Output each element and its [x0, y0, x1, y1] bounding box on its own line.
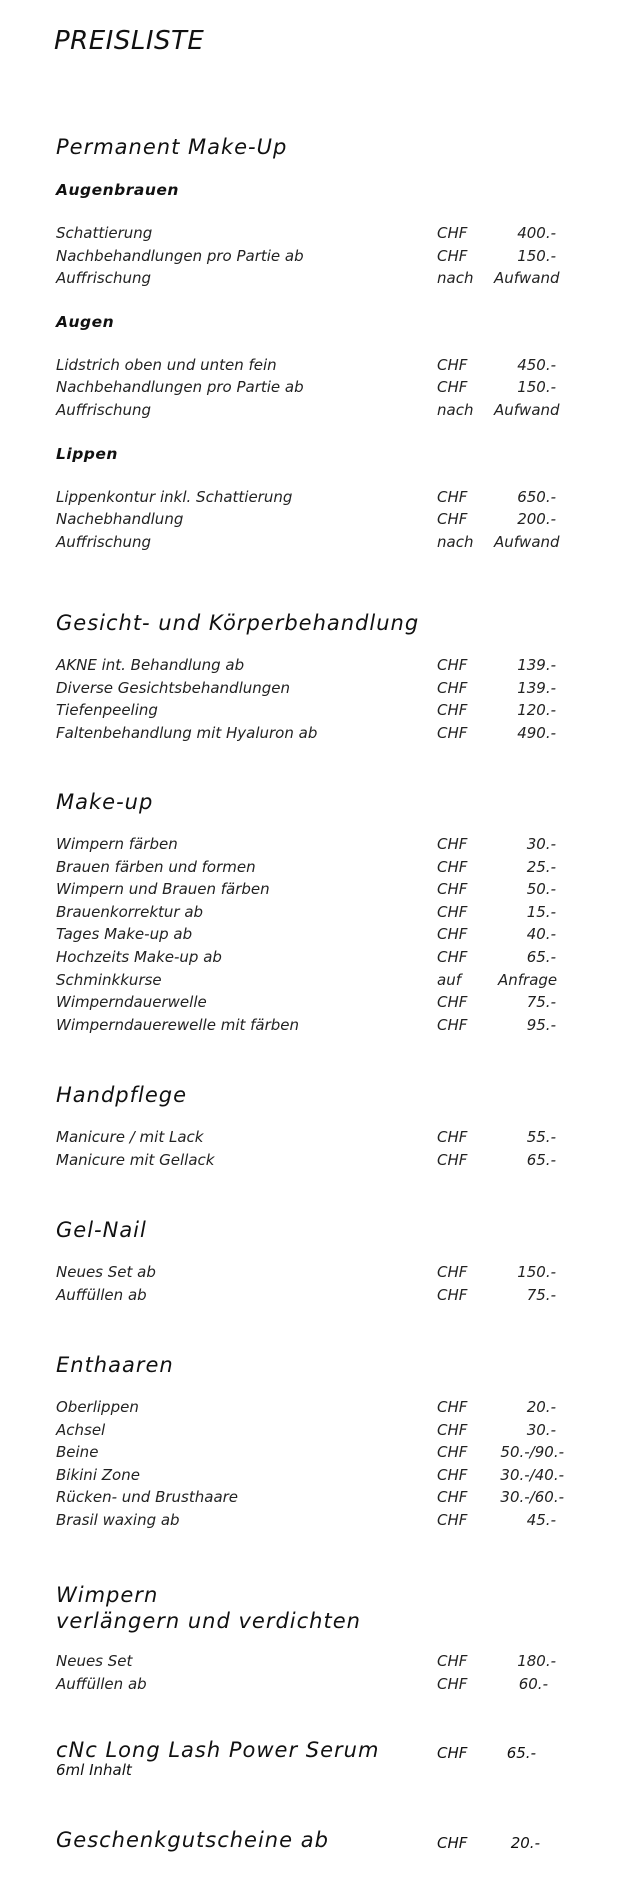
item-label: Auffrischung — [56, 400, 152, 419]
currency: CHF — [437, 487, 468, 506]
price: 65.- — [506, 1744, 536, 1762]
item-label: Rücken- und Brusthaare — [56, 1488, 239, 1507]
price: 75.- — [526, 993, 556, 1012]
price-row — [56, 1511, 576, 1534]
price: 25.- — [526, 857, 556, 876]
section-gutscheine — [56, 1828, 596, 1852]
item-label: Schattierung — [56, 224, 153, 242]
item-label: Nachbehandlungen pro Partie ab — [56, 378, 304, 397]
price: 450.- — [517, 355, 556, 374]
price: 60.- — [518, 1674, 548, 1693]
section-subtitle: 6ml Inhalt — [56, 1761, 132, 1779]
item-label: Neues Set ab — [56, 1263, 156, 1281]
section-title — [56, 1582, 576, 1634]
currency: CHF — [437, 723, 468, 742]
price-row — [56, 1286, 576, 1309]
item-label: Beine — [56, 1443, 99, 1462]
item-label: Auffüllen ab — [56, 1674, 147, 1693]
unit-text: nach — [437, 269, 474, 288]
currency: CHF — [437, 378, 468, 397]
price: 40.- — [526, 925, 556, 944]
currency: CHF — [437, 1420, 468, 1439]
currency: CHF — [437, 835, 468, 853]
price: 95.- — [526, 1015, 556, 1034]
section-title: Gesicht- und Körperbehandlung — [56, 611, 420, 635]
price-row — [56, 724, 576, 747]
currency: CHF — [437, 1652, 468, 1670]
item-label: Tiefenpeeling — [56, 701, 158, 720]
currency: CHF — [437, 678, 468, 697]
subsection-title: Augen — [56, 312, 115, 331]
item-label: Wimpern und Brauen färben — [56, 880, 270, 899]
currency: CHF — [437, 701, 468, 720]
price-row — [56, 1443, 576, 1466]
price: 15.- — [526, 902, 556, 921]
price-row — [56, 356, 576, 379]
item-label: Brasil waxing ab — [56, 1510, 180, 1529]
section-title: Geschenkgutscheine ab — [56, 1828, 329, 1852]
price-row — [56, 903, 576, 926]
price: 30.- — [526, 1420, 556, 1439]
price: 120.- — [517, 701, 556, 720]
price-row — [56, 269, 576, 292]
subsection-title: Lippen — [56, 444, 118, 463]
price: 20.- — [510, 1834, 540, 1852]
currency: CHF — [437, 1744, 468, 1762]
section-title: Permanent Make-Up — [56, 135, 288, 159]
price-row — [56, 925, 576, 948]
price: 490.- — [517, 723, 556, 742]
price-row — [56, 224, 576, 247]
item-label: Brauenkorrektur ab — [56, 902, 204, 921]
section-title: Enthaaren — [56, 1353, 174, 1377]
section-title-line1: Wimpern — [56, 1583, 159, 1607]
price-row — [56, 656, 576, 679]
price: 50.-/90.- — [500, 1443, 564, 1462]
price-row — [56, 1488, 576, 1511]
price-row — [56, 1263, 576, 1286]
price-rows — [56, 1128, 576, 1173]
price-row — [56, 948, 576, 971]
currency: CHF — [437, 1488, 468, 1507]
price: 30.-/60.- — [500, 1488, 564, 1507]
currency: CHF — [437, 925, 468, 944]
currency: CHF — [437, 1465, 468, 1484]
item-label: Neues Set — [56, 1652, 133, 1670]
section-gel-nail — [56, 1217, 576, 1308]
price-row — [56, 1398, 576, 1421]
currency: CHF — [437, 1285, 468, 1304]
section-title: Make-up — [56, 790, 154, 814]
price: 139.- — [517, 656, 556, 674]
item-label: Wimperndauerewelle mit färben — [56, 1015, 300, 1034]
price: 650.- — [517, 487, 556, 506]
price-rows — [56, 356, 576, 424]
price: Aufwand — [494, 269, 560, 288]
currency: CHF — [437, 857, 468, 876]
section-serum — [56, 1738, 596, 1778]
currency: CHF — [437, 656, 468, 674]
currency: CHF — [437, 246, 468, 265]
item-label: Manicure / mit Lack — [56, 1128, 204, 1146]
price-row — [56, 835, 576, 858]
item-label: Nachebhandlung — [56, 510, 184, 529]
subsection-title: Augenbrauen — [56, 181, 179, 199]
section-makeup — [56, 789, 576, 1038]
subsection-augen — [56, 312, 576, 424]
item-label: Schminkkurse — [56, 970, 162, 989]
currency: CHF — [437, 947, 468, 966]
section-title: Gel-Nail — [56, 1218, 147, 1242]
unit-text: auf — [437, 970, 461, 989]
price-row — [56, 1466, 576, 1489]
price-rows — [56, 1398, 576, 1534]
subsection-augenbrauen — [56, 180, 576, 292]
item-label: Manicure mit Gellack — [56, 1150, 215, 1169]
currency: CHF — [437, 1398, 468, 1416]
currency: CHF — [437, 902, 468, 921]
item-label: Diverse Gesichtsbehandlungen — [56, 678, 291, 697]
unit-text: nach — [437, 400, 474, 419]
section-title: Handpflege — [56, 1083, 188, 1107]
price-row — [56, 993, 576, 1016]
item-label: Hochzeits Make-up ab — [56, 947, 222, 966]
price-row — [56, 880, 576, 903]
price-rows — [56, 1652, 576, 1697]
section-title-line2: verlängern und verdichten — [56, 1609, 361, 1633]
price-rows — [56, 1263, 576, 1308]
currency: CHF — [437, 880, 468, 899]
item-label: Bikini Zone — [56, 1465, 140, 1484]
price-row — [56, 1128, 576, 1151]
price-row — [56, 510, 576, 533]
price: Aufwand — [494, 400, 560, 419]
page-title: PREISLISTE — [54, 26, 205, 56]
price: 20.- — [526, 1398, 556, 1416]
price-row — [56, 679, 576, 702]
currency: CHF — [437, 1015, 468, 1034]
currency: CHF — [437, 1443, 468, 1462]
price: 75.- — [526, 1285, 556, 1304]
item-label: Auffrischung — [56, 269, 152, 288]
price: 150.- — [517, 1263, 556, 1281]
price-row — [56, 701, 576, 724]
price: 30.-/40.- — [500, 1465, 564, 1484]
price: 50.- — [526, 880, 556, 899]
price: 200.- — [517, 510, 556, 529]
item-label: Oberlippen — [56, 1398, 139, 1416]
section-title: cNc Long Lash Power Serum — [56, 1738, 380, 1762]
item-label: Faltenbehandlung mit Hyaluron ab — [56, 723, 318, 742]
section-enthaaren — [56, 1352, 576, 1534]
section-permanent-makeup — [56, 134, 576, 555]
currency: CHF — [437, 1834, 468, 1852]
price: 65.- — [526, 1150, 556, 1169]
item-label: Lidstrich oben und unten fein — [56, 355, 277, 374]
price-rows — [56, 656, 576, 746]
currency: CHF — [437, 1674, 468, 1693]
price-row — [56, 533, 576, 556]
currency: CHF — [437, 1128, 468, 1146]
price-row — [56, 1675, 576, 1698]
price: 55.- — [526, 1128, 556, 1146]
unit-text: nach — [437, 532, 474, 551]
price-row — [56, 1016, 576, 1039]
currency: CHF — [437, 1263, 468, 1281]
section-gesicht-koerper — [56, 610, 576, 746]
price-row — [56, 488, 576, 511]
currency: CHF — [437, 510, 468, 529]
price: Aufwand — [494, 532, 560, 551]
price-row — [56, 1652, 576, 1675]
item-label: AKNE int. Behandlung ab — [56, 656, 245, 674]
price-row — [56, 1151, 576, 1174]
price: 30.- — [526, 835, 556, 853]
currency: CHF — [437, 1150, 468, 1169]
currency: CHF — [437, 224, 468, 242]
price: 65.- — [526, 947, 556, 966]
price-rows — [56, 835, 576, 1038]
price-rows — [56, 488, 576, 556]
item-label: Brauen färben und formen — [56, 857, 256, 876]
item-label: Auffrischung — [56, 532, 152, 551]
currency: CHF — [437, 993, 468, 1012]
price-row — [56, 378, 576, 401]
item-label: Tages Make-up ab — [56, 925, 193, 944]
price-row — [56, 858, 576, 881]
item-label: Lippenkontur inkl. Schattierung — [56, 487, 293, 506]
section-handpflege — [56, 1082, 576, 1173]
price: 150.- — [517, 378, 556, 397]
subsection-lippen — [56, 444, 576, 556]
item-label: Nachbehandlungen pro Partie ab — [56, 246, 304, 265]
price-row — [56, 247, 576, 270]
price-row — [56, 971, 576, 994]
price: 180.- — [517, 1652, 556, 1670]
price-row — [56, 1421, 576, 1444]
price: 45.- — [526, 1510, 556, 1529]
item-label: Achsel — [56, 1420, 106, 1439]
price-rows — [56, 224, 576, 292]
section-wimpern — [56, 1582, 576, 1697]
price: 150.- — [517, 246, 556, 265]
price: 139.- — [517, 678, 556, 697]
currency: CHF — [437, 355, 468, 374]
price-row — [56, 401, 576, 424]
price: Anfrage — [498, 970, 558, 989]
item-label: Wimpern färben — [56, 835, 178, 853]
price: 400.- — [517, 224, 556, 242]
currency: CHF — [437, 1510, 468, 1529]
item-label: Wimperndauerwelle — [56, 993, 207, 1012]
item-label: Auffüllen ab — [56, 1285, 147, 1304]
